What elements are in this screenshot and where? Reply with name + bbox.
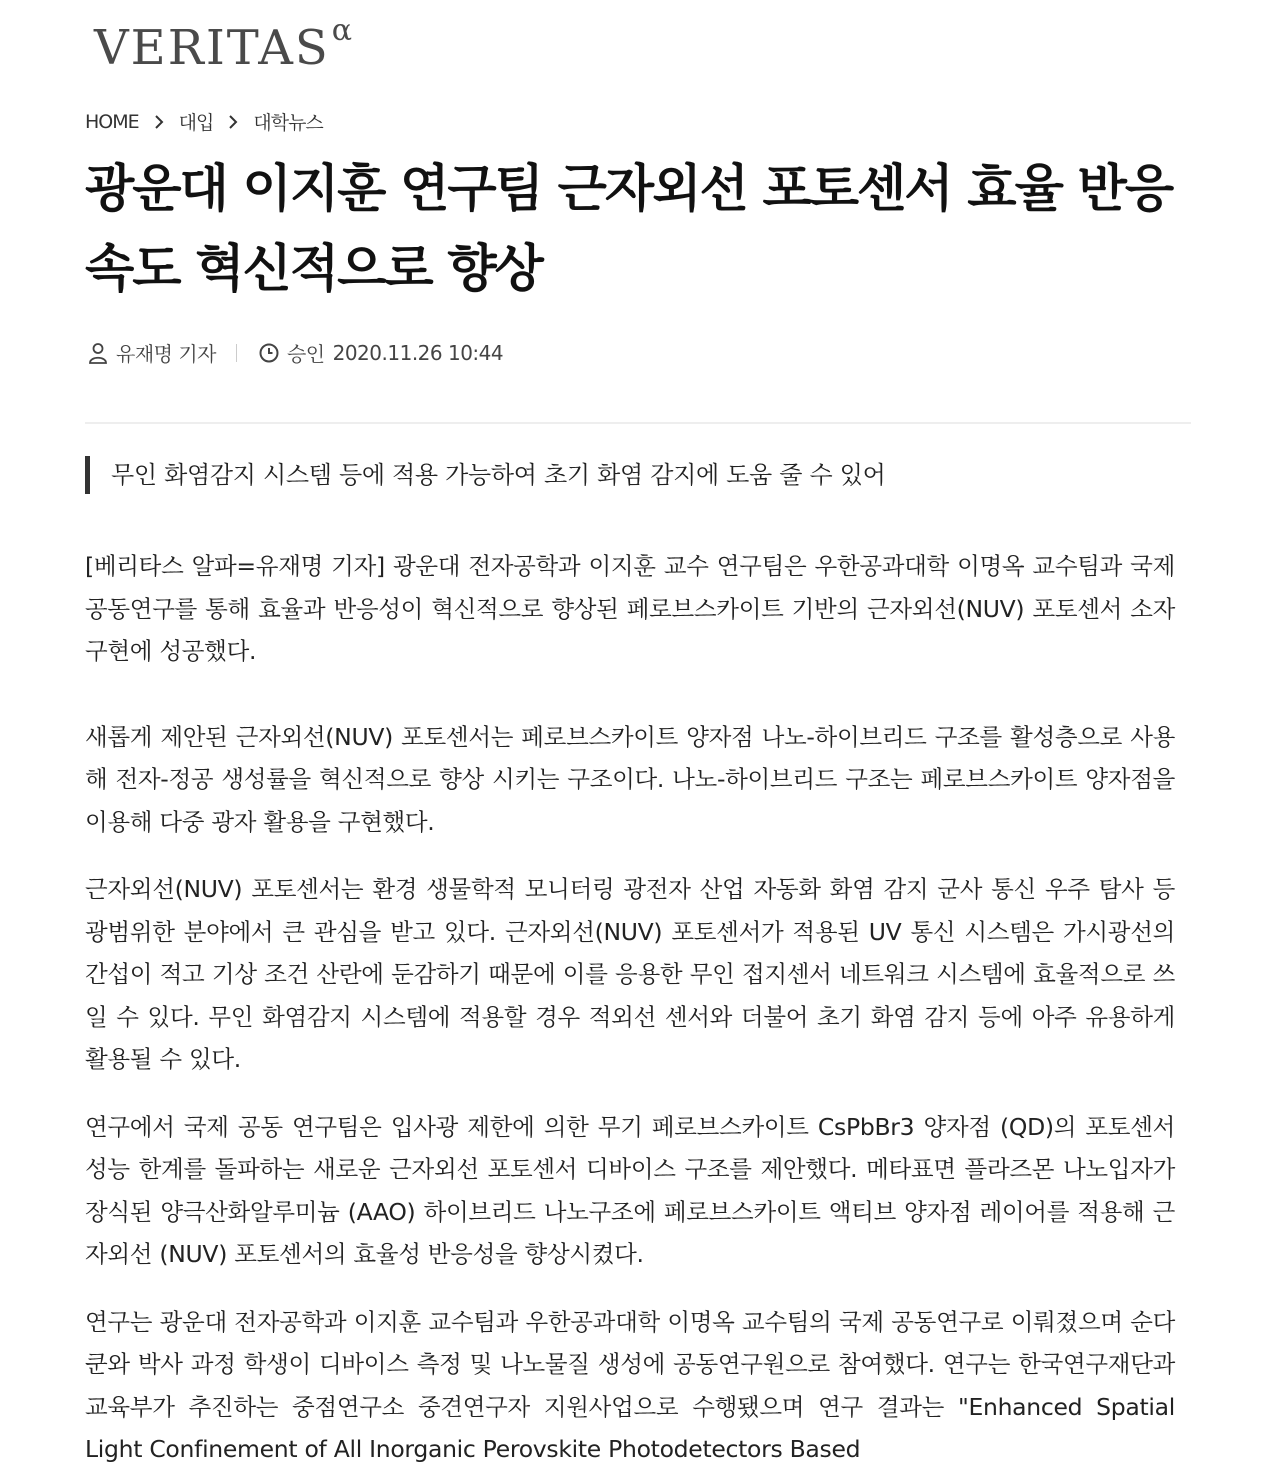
approval-label: 승인 (286, 342, 325, 366)
breadcrumb-university-news[interactable]: 대학뉴스 (253, 112, 323, 134)
article-title: 광운대 이지훈 연구팀 근자외선 포토센서 효율 반응속도 혁신적으로 향상 (85, 160, 1173, 299)
clock-icon (259, 343, 279, 363)
article-body (85, 545, 1175, 1474)
author-name: 유재명 기자 (116, 342, 216, 366)
breadcrumb (85, 108, 323, 135)
body-paragraph: [베리타스 알파=유재명 기자] 광운대 전자공학과 이지훈 교수 연구팀은 우한공과대학 이명옥 교수팀과 국제 공동연구를 통해 효율과 반응성이 혁신적으로 향상된 페로브스카이트 기반의 근자외선(NUV) 포토센서 소자 구현에 성공했다. (85, 552, 1175, 665)
site-logo[interactable] (94, 13, 353, 76)
breadcrumb-home[interactable]: HOME (85, 110, 139, 133)
logo-wordmark: VERITAS (94, 20, 330, 76)
chevron-right-icon (213, 111, 253, 132)
body-paragraph: 근자외선(NUV) 포토센서는 환경 생물학적 모니터링 광전자 산업 자동화 화염 감지 군사 통신 우주 탐사 등 광범위한 분야에서 큰 관심을 받고 있다. 근자외선(NUV) 포토센서가 적용된 UV 통신 시스템은 가시광선의 간섭이 적고 기상 조건 산란에 둔감하기 때문에 이를 응용한 무인 접지센서 네트워크 시스템에 효율적으로 쓰일 수 있다. 무인 화염감지 시스템에 적용할 경우 적외선 센서와 더불어 초기 화염 감지 등에 아주 유용하게 활용될 수 있다. (85, 875, 1175, 1073)
byline-divider (236, 344, 237, 362)
chevron-right-icon (139, 111, 179, 132)
header-divider (85, 422, 1191, 424)
publish-date: 2020.11.26 10:44 (332, 340, 504, 365)
logo-alpha: α (331, 13, 353, 48)
user-icon (88, 342, 108, 364)
article-byline (88, 338, 503, 367)
breadcrumb-admission[interactable]: 대입 (178, 112, 214, 134)
body-paragraph: 새롭게 제안된 근자외선(NUV) 포토센서는 페로브스카이트 양자점 나노-하이브리드 구조를 활성층으로 사용해 전자-정공 생성률을 혁신적으로 향상 시키는 구조이다. 나노-하이브리드 구조는 페로브스카이트 양자점을 이용해 다중 광자 활용을 구현했다. (85, 722, 1175, 836)
body-paragraph: 연구에서 국제 공동 연구팀은 입사광 제한에 의한 무기 페로브스카이트 CsPbBr3 양자점 (QD)의 포토센서 성능 한계를 돌파하는 새로운 근자외선 포토센서 디바이스 구조를 제안했다. 메타표면 플라즈몬 나노입자가 장식된 양극산화알루미늄 (AAO) 하이브리드 나노구조에 페로브스카이트 액티브 양자점 레이어를 적용해 근자외선 (NUV) 포토센서의 효율성 반응성을 향상시켰다. (85, 1112, 1175, 1268)
article-subtitle: 무인 화염감지 시스템 등에 적용 가능하여 초기 화염 감지에 도움 줄 수 있어 (85, 456, 1185, 494)
body-paragraph: 연구는 광운대 전자공학과 이지훈 교수팀과 우한공과대학 이명옥 교수팀의 국제 공동연구로 이뤄졌으며 순다 쿤와 박사 과정 학생이 디바이스 측정 및 나노물질 생성에 공동연구원으로 참여했다. 연구는 한국연구재단과 교육부가 추진하는 중점연구소 중견연구자 지원사업으로 수행됐으며 연구 결과는 "Enhanced Spatial Light Confinement of All Inorganic Perovskite Photodetectors Based (85, 1307, 1175, 1463)
